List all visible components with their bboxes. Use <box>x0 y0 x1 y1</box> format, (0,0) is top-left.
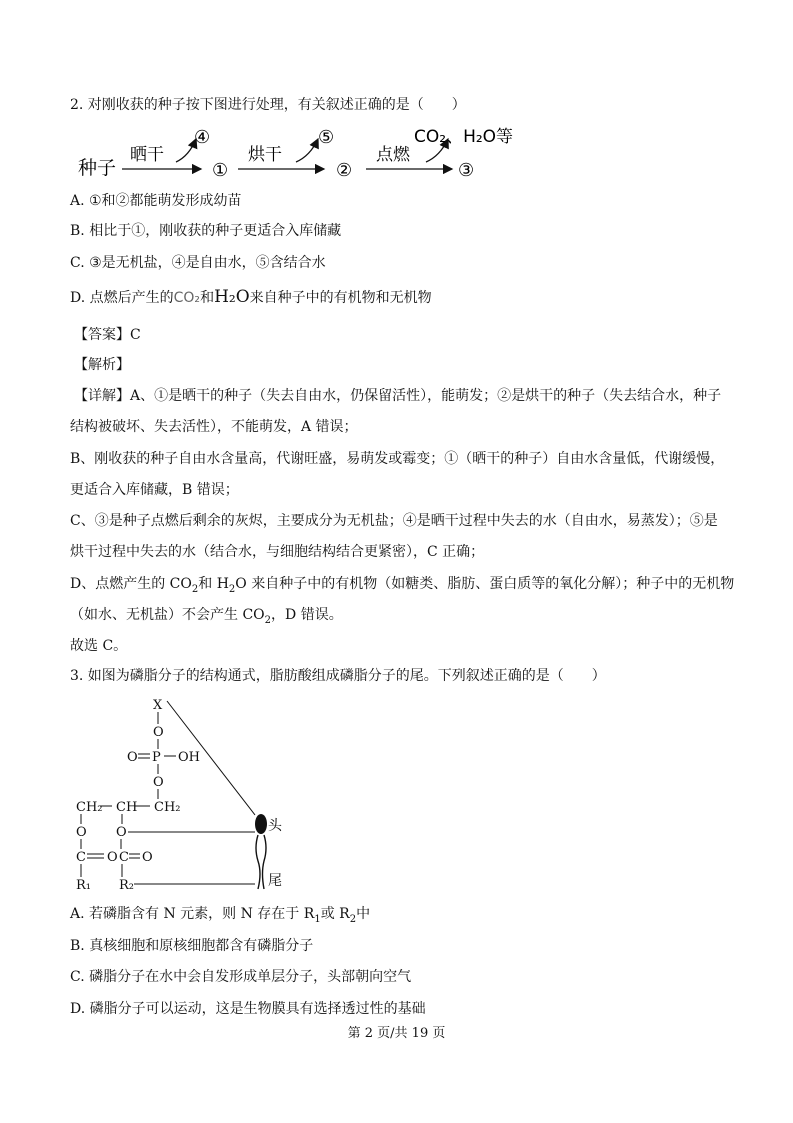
diagram-c1: C <box>76 850 86 865</box>
sub-2: 2 <box>349 913 357 925</box>
q2-detail-c-line2: 烘干过程中失去的水（结合水，与细胞结构结合更紧密），C 正确； <box>70 544 485 560</box>
q2-option-d-pre: D. 点燃后产生的 <box>70 290 174 306</box>
q2-detail-d-line1 <box>70 574 734 594</box>
flow-seed: 种子 <box>78 157 117 179</box>
q2-option-c: C. ③是无机盐，④是自由水，⑤含结合水 <box>70 255 326 271</box>
q2-option-a: A. ①和②都能萌发形成幼苗 <box>70 193 242 209</box>
diagram-ch2-right: CH₂ <box>154 800 181 815</box>
q2-detail-b-line2: 更适合入库储藏，B 错误； <box>70 482 239 498</box>
q2-detail-a-line2: 结构被破坏、失去活性），不能萌发，A 错误； <box>70 419 358 435</box>
flow-ignite: 点燃 <box>376 145 410 165</box>
sub-2: 2 <box>264 614 272 626</box>
q3-option-a-text: 中 <box>356 906 371 922</box>
diagram-o: O <box>76 825 87 840</box>
phospholipid-structure-diagram <box>72 693 312 898</box>
q2-detail-a-line1: 【详解】A、①是晒干的种子（失去自由水，仍保留活性），能萌发；②是烘干的种子（失去结合水，种子 <box>74 388 722 404</box>
diagram-o: O <box>116 825 127 840</box>
q2-detail-d-line2-text: ，D 错误。 <box>271 607 343 623</box>
q2-detail-d-line2-text: （如水、无机盐）不会产生 CO <box>70 607 265 623</box>
flow-branch-arrow-1 <box>176 139 196 162</box>
page-footer: 第 2 页/共 19 页 <box>347 1026 446 1041</box>
diagram-tail-label: 尾 <box>268 873 282 889</box>
diagram-c2: C <box>119 850 129 865</box>
diagram-head-label: 头 <box>268 818 282 834</box>
diagram-o: O <box>107 850 118 865</box>
q3-option-c: C. 磷脂分子在水中会自发形成单层分子，头部朝向空气 <box>70 969 412 985</box>
diagram-p: P <box>152 750 161 765</box>
diagram-r1: R₁ <box>76 878 91 893</box>
q3-option-d: D. 磷脂分子可以运动，这是生物膜具有选择透过性的基础 <box>70 1001 426 1017</box>
q2-detail-d-line1-text: 和 H <box>198 576 229 592</box>
diagram-x: X <box>153 698 163 713</box>
q3-option-a <box>70 904 370 924</box>
flow-n2: ② <box>336 160 353 181</box>
sub-2: 2 <box>228 583 236 595</box>
q2-option-b: B. 相比于①，刚收获的种子更适合入库储藏 <box>70 223 342 239</box>
q2-detail-d-line1-text: O 来自种子中的有机物（如糖类、脂肪、蛋白质等的氧化分解）；种子中的无机物 <box>235 576 735 592</box>
flow-n5: ⑤ <box>318 127 335 148</box>
flow-oven-dry: 烘干 <box>248 145 282 165</box>
flow-n1: ① <box>212 160 229 181</box>
flow-sun-dry: 晒干 <box>130 145 164 165</box>
q2-option-d-co2: CO₂ <box>173 290 201 306</box>
diagram-head-shape <box>255 814 267 834</box>
q2-detail-b-line1: B、刚收获的种子自由水含量高，代谢旺盛，易萌发或霉变；①（晒干的种子）自由水含量低，代谢缓慢， <box>70 451 725 467</box>
q2-stem: 2. 对刚收获的种子按下图进行处理，有关叙述正确的是（ ） <box>70 97 466 113</box>
q2-detail-d-line2 <box>70 605 343 625</box>
sub-1: 1 <box>314 913 321 925</box>
diagram-ch2-left: CH₂ <box>76 800 103 815</box>
diagram-o: O <box>153 725 164 740</box>
q2-answer: 【答案】C <box>74 327 141 343</box>
flow-n4: ④ <box>194 127 211 148</box>
q2-option-d <box>70 287 432 308</box>
diagram-tail-2 <box>263 835 267 889</box>
q3-option-a-text: 或 R <box>320 906 350 922</box>
q3-option-b: B. 真核细胞和原核细胞都含有磷脂分子 <box>70 938 314 954</box>
diagram-o: O <box>127 750 138 765</box>
diagram-o: O <box>153 775 164 790</box>
flow-n3: ③ <box>458 160 475 181</box>
flow-branch-arrow-2 <box>296 139 318 162</box>
q3-stem: 3. 如图为磷脂分子的结构通式，脂肪酸组成磷脂分子的尾。下列叙述正确的是（ ） <box>70 668 606 684</box>
q2-flow-diagram <box>74 120 534 190</box>
sub-2: 2 <box>191 583 199 595</box>
q2-detail-d-line1-text: D、点燃产生的 CO <box>70 576 192 592</box>
q2-analysis-heading: 【解析】 <box>74 357 130 373</box>
diagram-ch: CH <box>116 800 138 815</box>
diagram-tail-1 <box>256 835 260 889</box>
q2-option-d-post: 来自种子中的有机物和无机物 <box>249 290 432 306</box>
diagram-o: O <box>142 850 153 865</box>
q3-option-a-text: A. 若磷脂含有 N 元素，则 N 存在于 R <box>70 906 315 922</box>
q2-option-d-and: 和 <box>200 290 215 306</box>
flow-products: CO₂、H₂O等 <box>414 127 514 147</box>
diagram-oh: OH <box>178 750 200 765</box>
q2-detail-c-line1: C、③是种子点燃后剩余的灰烬，主要成分为无机盐；④是晒干过程中失去的水（自由水，易蒸发）；⑤是 <box>70 513 718 529</box>
q2-conclusion: 故选 C。 <box>70 638 128 654</box>
q2-option-d-h2o: H₂O <box>214 287 250 307</box>
diagram-r2: R₂ <box>119 878 134 893</box>
